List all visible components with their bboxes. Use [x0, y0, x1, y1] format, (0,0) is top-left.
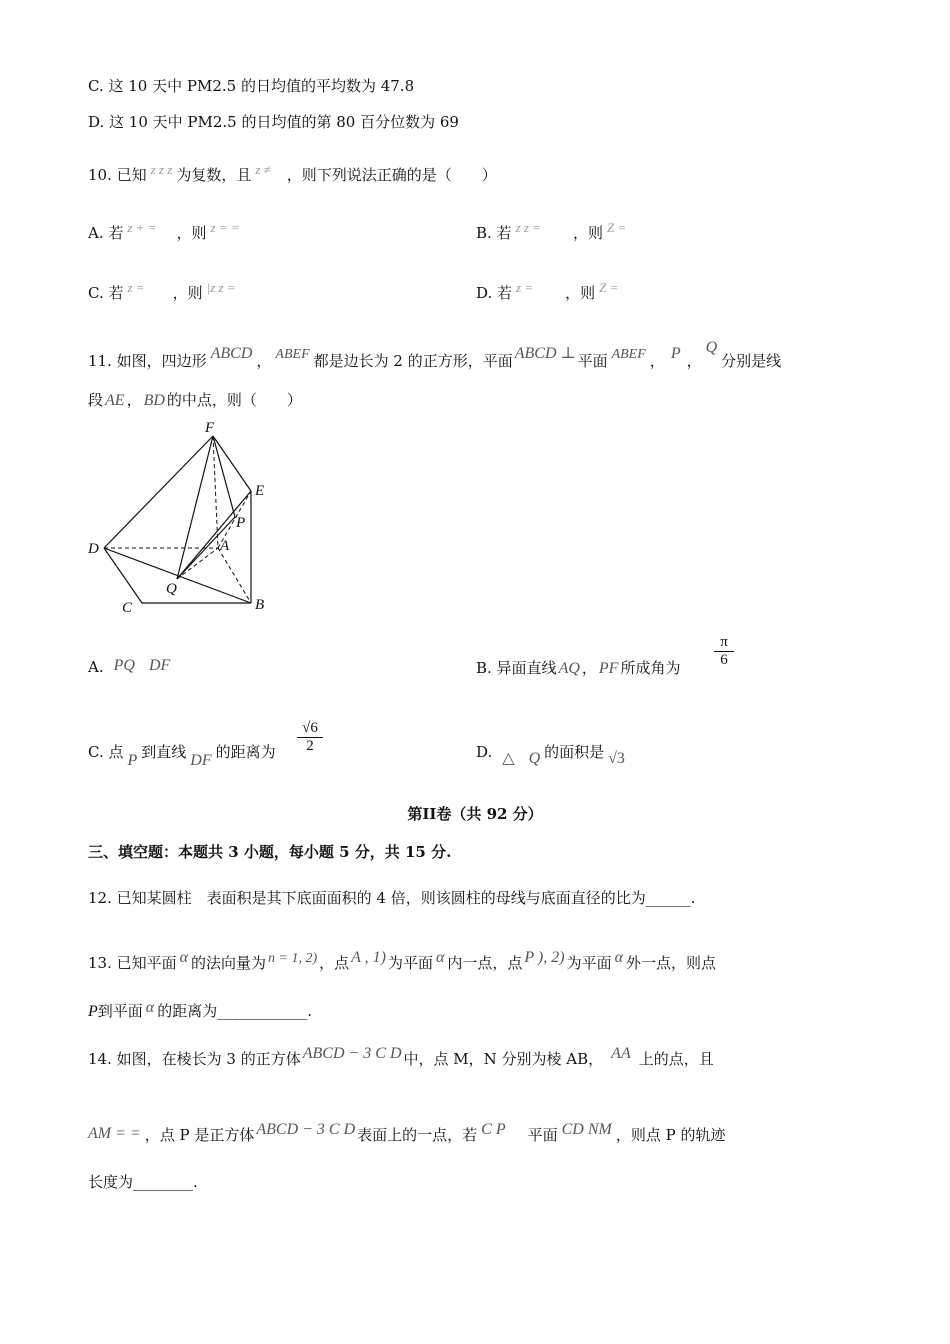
q10-c-label: C. 若 [88, 284, 124, 302]
q10-b-expr2: Z = [606, 220, 627, 235]
q11-c-den: 2 [306, 738, 314, 754]
q11-abef2: ABEF [611, 347, 646, 362]
q11-c-p: P [127, 752, 138, 769]
q11-b-den: 6 [720, 652, 728, 668]
q10-option-b [476, 218, 626, 243]
q11-b-text: 所成角为 [620, 659, 681, 677]
q11-comma-3: ， [686, 352, 702, 370]
q14-text-3: 上的点，且 [638, 1050, 714, 1068]
q11-comma-2: ， [649, 352, 665, 370]
q13-alpha-2: α [436, 949, 445, 966]
edge-ab [218, 548, 251, 603]
q14-text-6: 平面 [527, 1126, 558, 1144]
q11-abcd-perp: ABCD ⊥ [514, 345, 576, 362]
q10-text-1: 10. 已知 [88, 166, 147, 184]
q14-stem-line2 [88, 1120, 726, 1145]
q13-text-8: 到平面 [97, 1002, 143, 1020]
q13-p: P [88, 1003, 98, 1020]
q11-b-label: B. 异面直线 [476, 659, 557, 677]
label-e: E [255, 483, 265, 499]
q10-a-expr2: z = = [210, 220, 240, 235]
label-q: Q [166, 581, 177, 597]
q11-text-3: 平面 [577, 352, 608, 370]
q11-option-a [88, 656, 170, 677]
part3-heading: 三、填空题：本题共 3 小题，每小题 5 分，共 15 分. [88, 843, 452, 861]
q11-b-num: π [720, 634, 728, 650]
q11-c-text1: 到直线 [141, 743, 187, 761]
q10-vars: z z z [150, 162, 173, 177]
q13-stem-line1 [88, 948, 716, 973]
q13-alpha-3: α [614, 949, 623, 966]
q11-a-label: A. [88, 658, 104, 676]
q13-text-2: 的法向量为 [191, 954, 267, 972]
q11-c-num: √6 [302, 720, 318, 736]
q14-text-7: ，则点 P 的轨迹 [615, 1126, 726, 1144]
q14-stem-line1 [88, 1044, 714, 1069]
q11-text-5: 段 [88, 391, 104, 409]
q11-ae: AE [105, 392, 125, 409]
q13-text-5: 内一点，点 [447, 954, 523, 972]
q13-point-p: P ), 2) [524, 949, 565, 966]
q11-q: Q [705, 339, 718, 356]
q11-c-df: DF [190, 752, 212, 769]
q11-p: P [670, 345, 681, 362]
volume-title: 第II卷（共 92 分） [407, 805, 543, 823]
q10-condition: z ≠ [255, 162, 271, 177]
q11-b-fraction [714, 634, 734, 669]
q14-text-2: 中，点 M，N 分别为棱 AB， [403, 1050, 604, 1068]
q9-option-d: D. 这 10 天中 PM2.5 的日均值的第 80 百分位数为 69 [88, 113, 459, 131]
q11-c-label: C. 点 [88, 743, 124, 761]
q11-option-d [476, 742, 625, 769]
q11-text-6: 的中点，则（ ） [166, 391, 302, 409]
q13-text-1: 13. 已知平面 [88, 954, 177, 972]
q10-b-expr1: z z = [515, 220, 541, 235]
q11-option-b [476, 658, 680, 679]
q10-c-expr1: z = [127, 280, 145, 295]
q10-option-a [88, 218, 240, 243]
q14-cube: ABCD − 3 C D [302, 1045, 402, 1062]
q14-stem-line3: 长度为________. [88, 1173, 198, 1191]
q11-d-label: D. [476, 743, 493, 761]
q10-c-expr2: |z z = [206, 280, 236, 295]
edge-fe [213, 436, 251, 491]
q11-text-4: 分别是线 [721, 352, 782, 370]
q14-cp: C P [481, 1121, 506, 1138]
q11-d-text: 的面积是 [544, 743, 605, 761]
q10-d-then: ，则 [565, 284, 596, 302]
q14-cube-2: ABCD − 3 C D [256, 1121, 356, 1138]
q11-stem-line1 [88, 338, 781, 371]
label-f: F [205, 420, 215, 436]
q13-stem-line2 [88, 998, 312, 1022]
q10-text-3: ，则下列说法正确的是（ ） [286, 166, 497, 184]
q13-text-3: ，点 [319, 954, 350, 972]
q11-abcd: ABCD [210, 345, 253, 362]
q11-text-2: 都是边长为 2 的正方形，平面 [313, 352, 513, 370]
q10-a-then: ，则 [176, 224, 207, 242]
q13-text-6: 为平面 [566, 954, 612, 972]
q14-text-4: ，点 P 是正方体 [144, 1126, 255, 1144]
q11-text-1: 11. 如图，四边形 [88, 352, 207, 370]
q11-b-aq: AQ [558, 660, 580, 677]
q10-option-d [476, 278, 618, 303]
q11-option-c [88, 742, 276, 771]
q11-c-text2: 的距离为 [215, 743, 276, 761]
q13-text-4: 为平面 [387, 954, 433, 972]
label-d: D [88, 541, 99, 557]
q11-b-comma: ， [581, 659, 597, 677]
q11-figure [80, 415, 280, 620]
q10-c-then: ，则 [172, 284, 203, 302]
q12-text: 12. 已知某圆柱 表面积是其下底面面积的 4 倍，则该圆柱的母线与底面直径的比为______. [88, 889, 696, 907]
label-c: C [122, 600, 133, 616]
q14-am: AM = = [88, 1125, 141, 1142]
q11-comma-4: ， [126, 391, 142, 409]
edge-fp [213, 436, 235, 517]
q11-abef: ABEF [275, 347, 310, 362]
q14-text-1: 14. 如图，在棱长为 3 的正方体 [88, 1050, 301, 1068]
q10-d-expr1: z = [516, 280, 534, 295]
q14-text-5: 表面上的一点，若 [357, 1126, 478, 1144]
q13-text-7: 外一点，则点 [625, 954, 716, 972]
q10-a-label: A. 若 [88, 224, 124, 242]
q11-d-val: √3 [608, 750, 625, 767]
q11-bd: BD [143, 392, 165, 409]
q13-text-9: 的距离为____________. [157, 1002, 312, 1020]
q11-stem-line2 [88, 390, 302, 411]
edge-fd [104, 436, 213, 548]
q13-alpha-4: α [145, 999, 155, 1016]
q10-a-expr1: z + = [127, 220, 157, 235]
q13-normal-vector: n = 1, 2) [268, 951, 318, 966]
q14-plane: CD NM [561, 1121, 612, 1138]
q10-b-then: ，则 [572, 224, 603, 242]
edge-dc [104, 548, 142, 603]
label-p: P [236, 515, 246, 531]
q11-comma: ， [256, 352, 272, 370]
q14-aa: AA [611, 1045, 631, 1062]
q11-a-expr: PQ DF [113, 657, 171, 674]
q10-stem [88, 160, 497, 185]
q11-c-fraction [297, 720, 323, 755]
label-a: A [220, 538, 230, 554]
q9-option-c: C. 这 10 天中 PM2.5 的日均值的平均数为 47.8 [88, 77, 415, 95]
q10-d-expr2: Z = [599, 280, 619, 295]
q10-b-label: B. 若 [476, 224, 512, 242]
q11-b-pf: PF [598, 660, 619, 677]
q10-d-label: D. 若 [476, 284, 513, 302]
q10-text-2: 为复数，且 [176, 166, 252, 184]
q13-alpha: α [179, 949, 189, 966]
q13-point-a: A , 1) [351, 949, 386, 966]
label-b: B [255, 597, 265, 613]
edge-db [104, 548, 251, 603]
q10-option-c [88, 278, 236, 303]
q11-d-expr: △ Q [502, 750, 541, 767]
